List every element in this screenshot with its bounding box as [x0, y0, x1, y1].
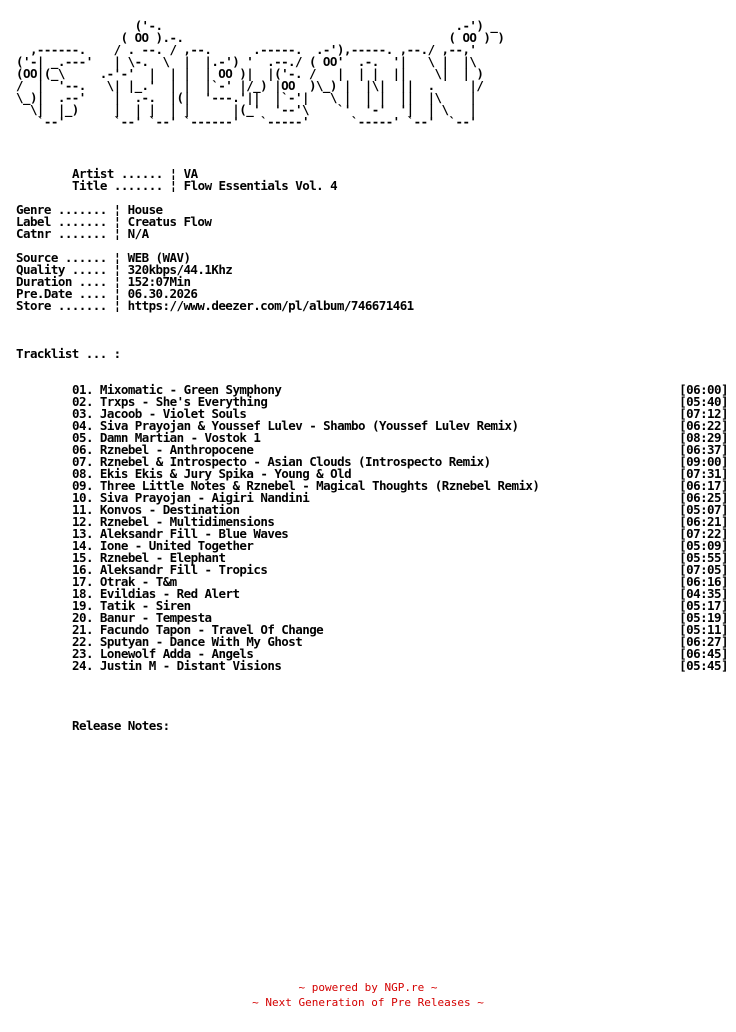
- track-number: 12.: [72, 514, 93, 529]
- track-title: Tatik - Siren: [99, 598, 191, 613]
- source-label: Source ......: [16, 250, 107, 265]
- track-title: Evildias - Red Alert: [99, 586, 240, 601]
- track-number: 15.: [72, 550, 93, 565]
- title-label: Title .......: [72, 178, 163, 193]
- track-duration: [06:22]: [679, 418, 728, 433]
- track-number: 05.: [72, 430, 93, 445]
- release-notes-heading: Release Notes:: [72, 718, 170, 733]
- track-number: 06.: [72, 442, 93, 457]
- artist-label: Artist ......: [72, 166, 163, 181]
- track-duration: [06:27]: [679, 634, 728, 649]
- separator: ¦: [113, 298, 121, 313]
- track-duration: [07:05]: [679, 562, 728, 577]
- track-number: 08.: [72, 466, 93, 481]
- footer-powered-by: ~ powered by NGP.re ~: [298, 981, 438, 994]
- predate-label: Pre.Date ....: [16, 286, 107, 301]
- track-number: 20.: [72, 610, 93, 625]
- track-number: 01.: [72, 382, 93, 397]
- separator: ¦: [113, 250, 121, 265]
- track-title: Banur - Tempesta: [99, 610, 212, 625]
- separator: ¦: [113, 226, 121, 241]
- track-duration: [05:11]: [679, 622, 728, 637]
- track-title: Sputyan - Dance With My Ghost: [99, 634, 303, 649]
- label-value: Creatus Flow: [127, 214, 212, 229]
- duration-label: Duration ....: [16, 274, 107, 289]
- track-number: 10.: [72, 490, 93, 505]
- track-duration: [06:16]: [679, 574, 728, 589]
- track-title: Siva Prayojan & Youssef Lulev - Shambo (Youssef Lulev Remix): [99, 418, 519, 433]
- track-duration: [05:40]: [679, 394, 728, 409]
- track-duration: [04:35]: [679, 586, 728, 601]
- track-duration: [05:19]: [679, 610, 728, 625]
- track-duration: [05:09]: [679, 538, 728, 553]
- track-number: 02.: [72, 394, 93, 409]
- quality-value: 320kbps/44.1Khz: [127, 262, 233, 277]
- track-title: Facundo Tapon - Travel Of Change: [99, 622, 324, 637]
- track-number: 16.: [72, 562, 93, 577]
- separator: ¦: [113, 286, 121, 301]
- track-number: 17.: [72, 574, 93, 589]
- track-title: Justin M - Distant Visions: [99, 658, 282, 673]
- track-title: Rznebel & Introspecto - Asian Clouds (Introspecto Remix): [99, 454, 491, 469]
- title-row: [72, 180, 337, 192]
- track-duration: [05:45]: [679, 658, 728, 673]
- separator: ¦: [113, 202, 121, 217]
- title-value: Flow Essentials Vol. 4: [183, 178, 338, 193]
- track-duration: [05:17]: [679, 598, 728, 613]
- track-duration: [05:07]: [679, 502, 728, 517]
- separator: ¦: [113, 214, 121, 229]
- track-title: Rznebel - Elephant: [99, 550, 226, 565]
- track-duration: [07:12]: [679, 406, 728, 421]
- track-title: Damn Martian - Vostok 1: [99, 430, 261, 445]
- track-duration: [08:29]: [679, 430, 728, 445]
- footer-tagline: ~ Next Generation of Pre Releases ~: [252, 996, 484, 1009]
- track-duration: [06:25]: [679, 490, 728, 505]
- track-title: Rznebel - Multidimensions: [99, 514, 275, 529]
- track-title: Trxps - She's Everything: [99, 394, 268, 409]
- track-number: 11.: [72, 502, 93, 517]
- track-number: 21.: [72, 622, 93, 637]
- track-number: 13.: [72, 526, 93, 541]
- source-value: WEB (WAV): [127, 250, 191, 265]
- label-label: Label .......: [16, 214, 107, 229]
- track-number: 19.: [72, 598, 93, 613]
- track-number: 07.: [72, 454, 93, 469]
- track-number: 24.: [72, 658, 93, 673]
- track-title: Otrak - T&m: [99, 574, 177, 589]
- genre-value: House: [127, 202, 163, 217]
- track-number: 09.: [72, 478, 93, 493]
- separator: ¦: [113, 274, 121, 289]
- track-number: 18.: [72, 586, 93, 601]
- track-duration: [06:45]: [679, 646, 728, 661]
- separator: ¦: [169, 166, 177, 181]
- artist-value: VA: [183, 166, 198, 181]
- tracklist-heading: Tracklist ... :: [16, 346, 121, 361]
- catnr-label: Catnr .......: [16, 226, 107, 241]
- duration-value: 152:07Min: [127, 274, 191, 289]
- catnr-value: N/A: [127, 226, 149, 241]
- track-number: 14.: [72, 538, 93, 553]
- track-title: Ekis Ekis & Jury Spika - Young & Old: [99, 466, 352, 481]
- track-title: Aleksandr Fill - Tropics: [99, 562, 268, 577]
- track-number: 23.: [72, 646, 93, 661]
- track-duration: [05:55]: [679, 550, 728, 565]
- track-row: [72, 660, 281, 672]
- separator: ¦: [113, 262, 121, 277]
- track-duration: [07:22]: [679, 526, 728, 541]
- track-duration: [06:00]: [679, 382, 728, 397]
- quality-label: Quality .....: [16, 262, 107, 277]
- catnr-row: [16, 228, 149, 240]
- track-title: Siva Prayojan - Aigiri Nandini: [99, 490, 310, 505]
- track-title: Three Little Notes & Rznebel - Magical Thoughts (Rznebel Remix): [99, 478, 540, 493]
- store-row: [16, 300, 414, 312]
- store-label: Store .......: [16, 298, 107, 313]
- track-duration: [07:31]: [679, 466, 728, 481]
- track-number: 22.: [72, 634, 93, 649]
- track-duration: [06:37]: [679, 442, 728, 457]
- ascii-logo: ('-. .-') _ ( OO ).-. ( OO ) ) ,------. / . --. / ,--. .-----. .-'),-----. ,--./ ,--,' ('-| _.---' | \-. \ | |.-') ' .--./ ( OO' .-. '| \ | |\ (OO|(_\ .-'-' | | | | OO )| |('-. / | | | || \| | ) / | '--. \| |_.' | | |`-' |/_) |OO )\_) | |\| || . |/ \_)| .--' | .-. |(| '---.'|| |`-'| \ | | | || |\ | \| |_) | | | | | |(_' '--'\ `' '-' '| | \ | `--' `--' `--' `------' `-----' `-----' `--' `--': [16, 18, 505, 129]
- genre-label: Genre .......: [16, 202, 107, 217]
- track-number: 04.: [72, 418, 93, 433]
- track-title: Aleksandr Fill - Blue Waves: [99, 526, 289, 541]
- track-duration: [09:00]: [679, 454, 728, 469]
- separator: ¦: [169, 178, 177, 193]
- track-duration: [06:17]: [679, 478, 728, 493]
- track-title: Konvos - Destination: [99, 502, 240, 517]
- track-title: Ione - United Together: [99, 538, 254, 553]
- track-title: Rznebel - Anthropocene: [99, 442, 254, 457]
- predate-value: 06.30.2026: [127, 286, 198, 301]
- track-title: Mixomatic - Green Symphony: [99, 382, 282, 397]
- store-link[interactable]: https://www.deezer.com/pl/album/746671461: [127, 298, 414, 313]
- track-title: Lonewolf Adda - Angels: [99, 646, 254, 661]
- track-duration: [06:21]: [679, 514, 728, 529]
- track-title: Jacoob - Violet Souls: [99, 406, 247, 421]
- track-number: 03.: [72, 406, 93, 421]
